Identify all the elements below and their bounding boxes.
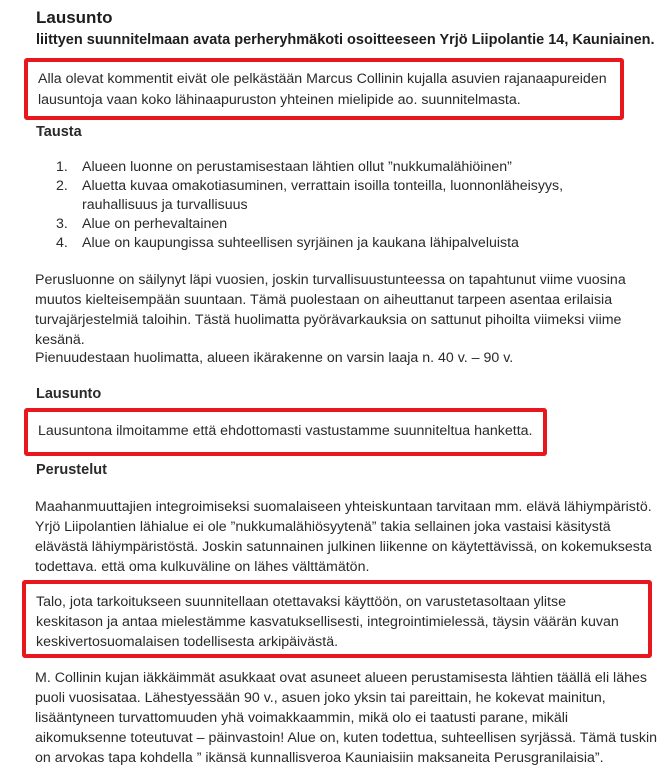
list-item-number: 2. xyxy=(56,178,68,194)
section-heading-lausunto: Lausunto xyxy=(36,386,102,402)
list-item-text: Aluetta kuvaa omakotiasuminen, verrattain isoilla tonteilla, luonnonläheisyys, rauhallisuus ja turvallisuus xyxy=(82,178,564,213)
list-item-text: Alue on kaupungissa suhteellisen syrjäinen ja kaukana lähipalveluista xyxy=(82,235,519,251)
tausta-paragraph-1: Perusluonne on säilynyt läpi vuosien, joskin turvallisuustunteessa on tapahtunut viime vuosina muutos kielteisempään suuntaan. Tämä puolestaan on aiheuttanut tarpeen asentaa erilaisia turvajärjestelmiä taloihin. Tästä huolimatta pyörävarkauksia on sattunut pihoilta viimeksi viime kesänä. xyxy=(35,272,626,348)
section-heading-tausta: Tausta xyxy=(36,124,82,140)
perustelut-box-text: Talo, jota tarkoitukseen suunnitellaan otettavaksi käyttöön, on varustetasoltaan ylitse keskitason ja antaa mielestämme kasvatuksellisesti, integrointimielessä, täysin väärän kuvan keskivertosuomalaisen todellisesta arkipäivästä. xyxy=(36,594,619,650)
tausta-list xyxy=(56,158,616,253)
perustelut-paragraph-2: M. Collinin kujan iäkkäimmät asukkaat ovat asuneet alueen perustamisesta lähtien täällä eli lähes puoli vuosisataa. Lähestyessään 90 v., asuen joko yksin tai pareittain, he kokevat mainitun, lisääntyneen turvattomuuden yhä voimakkaammin, mikä olo ei taatusti parane, mikäli aikomuksenne toteutuvat – päinvastoin! Alue on, kuten todettua, suhteellisen syrjässä. Tämä tuskin on arvokas tapa kohdella ” ikänsä kunnallisveroa Kauniaisiin maksaneita Perusgranilaisia”. xyxy=(35,670,657,766)
perustelut-highlight-box xyxy=(22,580,652,658)
list-item-number: 1. xyxy=(56,159,68,175)
list-item xyxy=(56,177,616,215)
list-item-text: Alue on perhevaltainen xyxy=(82,216,228,232)
list-item-number: 4. xyxy=(56,235,68,251)
list-item-number: 3. xyxy=(56,216,68,232)
section-heading-perustelut: Perustelut xyxy=(36,462,107,478)
list-item xyxy=(56,158,616,177)
list-item xyxy=(56,215,616,234)
lausunto-box-text: Lausuntona ilmoitamme että ehdottomasti vastustamme suunniteltua hanketta. xyxy=(38,423,533,439)
document-subtitle: liittyen suunnitelmaan avata perheryhmäkoti osoitteeseen Yrjö Liipolantie 14, Kauniainen. xyxy=(36,32,655,48)
document-title: Lausunto xyxy=(36,8,113,27)
list-item-text: Alueen luonne on perustamisestaan lähtien ollut ”nukkumalähiöinen” xyxy=(82,159,512,175)
perustelut-paragraph-1: Maahanmuuttajien integroimiseksi suomalaiseen yhteiskuntaan tarvitaan mm. elävä lähiympäristö. Yrjö Liipolantien lähialue ei ole ”nukkumalähiösyytenä” takia sellainen joka vastaisi käsitystä elävästä lähiympäristöstä. Joskin satunnainen julkinen liikenne on käytettävissä, on kokemuksesta todettava. että oma kulkuväline on lähes välttämätön. xyxy=(35,499,652,575)
list-item xyxy=(56,234,616,253)
intro-box-text: Alla olevat kommentit eivät ole pelkästään Marcus Collinin kujalla asuvien rajanaapureiden lausuntoja vaan koko lähinaapuruston yhteinen mielipide ao. suunnitelmasta. xyxy=(38,71,607,108)
intro-highlight-box xyxy=(24,58,624,120)
tausta-paragraph-2: Pienuudestaan huolimatta, alueen ikärakenne on varsin laaja n. 40 v. – 90 v. xyxy=(35,350,514,366)
lausunto-highlight-box xyxy=(24,408,547,456)
